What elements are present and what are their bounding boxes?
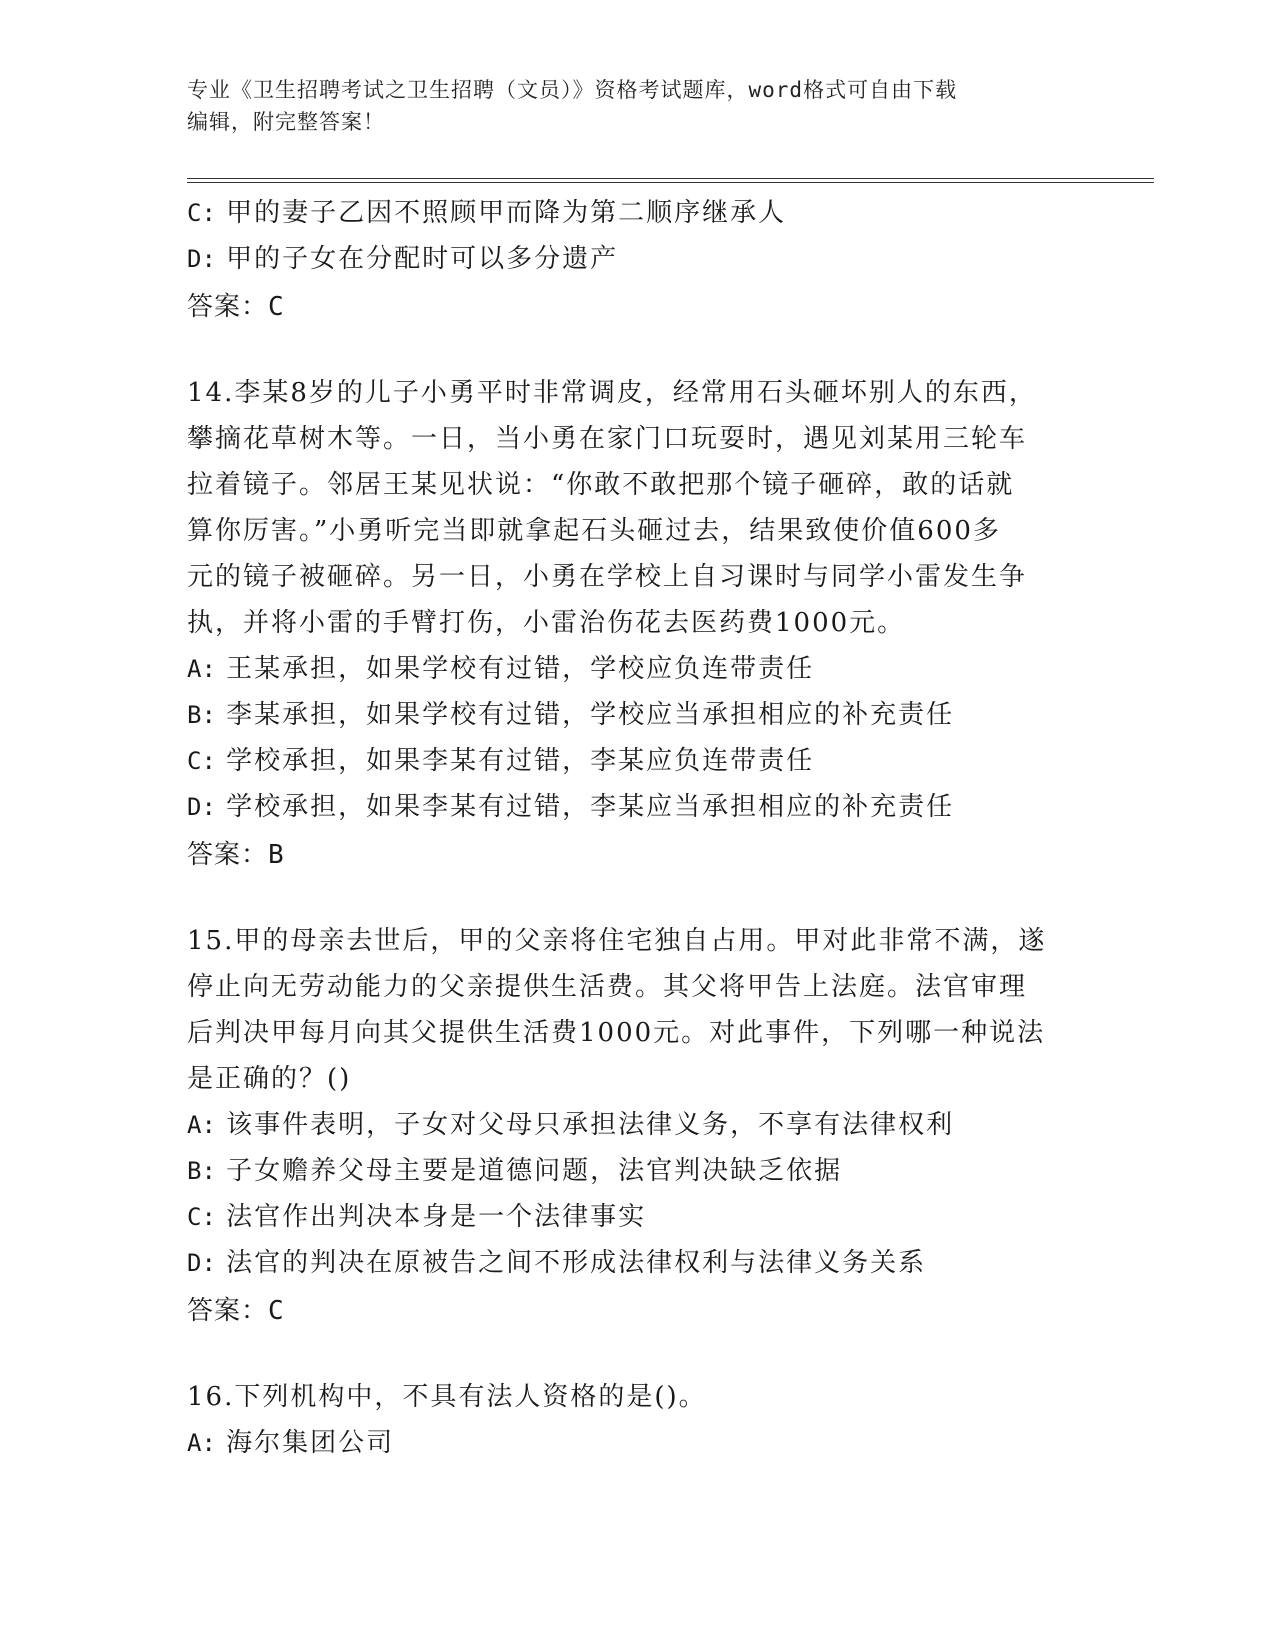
answer-label: 答案： xyxy=(187,840,269,870)
option-text: 法官的判决在原被告之间不形成法律权利与法律义务关系 xyxy=(215,1248,927,1278)
question-16 xyxy=(187,1374,1087,1466)
option-prefix: C: xyxy=(187,747,216,775)
question-stem-line: 14.李某8岁的儿子小勇平时非常调皮，经常用石头砸坏别人的东西， xyxy=(187,378,1037,408)
option-text: 学校承担，如果李某有过错，李某应当承担相应的补充责任 xyxy=(215,792,955,822)
question-stem-line: 拉着镜子。邻居王某见状说：“你敢不敢把那个镜子砸碎，敢的话就 xyxy=(187,470,1015,500)
option-prefix: B: xyxy=(187,1157,216,1185)
option-prefix: D: xyxy=(187,793,216,821)
option-text: 甲的子女在分配时可以多分遗产 xyxy=(215,244,619,274)
option-prefix: C: xyxy=(187,199,216,227)
option-text: 学校承担，如果李某有过错，李某应负连带责任 xyxy=(215,746,815,776)
option-prefix: D: xyxy=(187,1249,216,1277)
option-c xyxy=(187,1194,1087,1240)
question-stem-line: 算你厉害。”小勇听完当即就拿起石头砸过去，结果致使价值600多 xyxy=(187,516,1001,546)
answer-value: C xyxy=(268,292,285,322)
option-text: 王某承担，如果学校有过错，学校应负连带责任 xyxy=(215,654,815,684)
question-stem-line: 16.下列机构中，不具有法人资格的是()。 xyxy=(187,1382,707,1412)
option-prefix: C: xyxy=(187,1203,216,1231)
answer-line xyxy=(187,1288,1087,1334)
option-a xyxy=(187,1102,1087,1148)
header-line-2: 编辑，附完整答案！ xyxy=(187,110,385,134)
option-prefix: D: xyxy=(187,245,216,273)
option-b xyxy=(187,692,1087,738)
question-stem-line: 执，并将小雷的手臂打伤，小雷治伤花去医药费1000元。 xyxy=(187,608,906,638)
spacer xyxy=(187,330,1087,370)
answer-label: 答案： xyxy=(187,292,269,322)
option-c xyxy=(187,738,1087,784)
option-d xyxy=(187,236,1087,282)
option-text: 法官作出判决本身是一个法律事实 xyxy=(215,1202,647,1232)
answer-label: 答案： xyxy=(187,1296,269,1326)
question-stem-line: 后判决甲每月向其父提供生活费1000元。对此事件，下列哪一种说法 xyxy=(187,1018,1046,1048)
option-text: 甲的妻子乙因不照顾甲而降为第二顺序继承人 xyxy=(215,198,787,228)
spacer xyxy=(187,878,1087,918)
option-d xyxy=(187,784,1087,830)
question-stem-line: 是正确的？() xyxy=(187,1064,352,1094)
question-14 xyxy=(187,370,1087,878)
header-line-1: 专业《卫生招聘考试之卫生招聘（文员）》资格考试题库，word格式可自由下载 xyxy=(187,78,958,102)
option-d xyxy=(187,1240,1087,1286)
header-divider xyxy=(187,178,1154,183)
answer-value: C xyxy=(268,1296,285,1326)
option-text: 海尔集团公司 xyxy=(215,1428,395,1458)
option-text: 李某承担，如果学校有过错，学校应当承担相应的补充责任 xyxy=(215,700,955,730)
question-stem-line: 元的镜子被砸碎。另一日，小勇在学校上自习课时与同学小雷发生争 xyxy=(187,562,1028,592)
spacer xyxy=(187,1334,1087,1374)
option-text: 子女赡养父母主要是道德问题，法官判决缺乏依据 xyxy=(215,1156,843,1186)
answer-line xyxy=(187,284,1087,330)
option-prefix: A: xyxy=(187,1111,216,1139)
question-15 xyxy=(187,918,1087,1334)
document-header xyxy=(187,74,1087,138)
option-a xyxy=(187,646,1087,692)
document-body xyxy=(187,190,1087,1466)
option-prefix: A: xyxy=(187,1429,216,1457)
option-b xyxy=(187,1148,1087,1194)
answer-line xyxy=(187,832,1087,878)
question-stem-line: 停止向无劳动能力的父亲提供生活费。其父将甲告上法庭。法官审理 xyxy=(187,972,1028,1002)
option-prefix: B: xyxy=(187,701,216,729)
option-a xyxy=(187,1420,1087,1466)
question-stem-line: 15.甲的母亲去世后，甲的父亲将住宅独自占用。甲对此非常不满，遂 xyxy=(187,926,1047,956)
answer-value: B xyxy=(268,840,285,870)
option-c xyxy=(187,190,1087,236)
option-text: 该事件表明，子女对父母只承担法律义务，不享有法律权利 xyxy=(215,1110,955,1140)
question-stem-line: 攀摘花草树木等。一日，当小勇在家门口玩耍时，遇见刘某用三轮车 xyxy=(187,424,1028,454)
question-13-tail xyxy=(187,190,1087,330)
option-prefix: A: xyxy=(187,655,216,683)
